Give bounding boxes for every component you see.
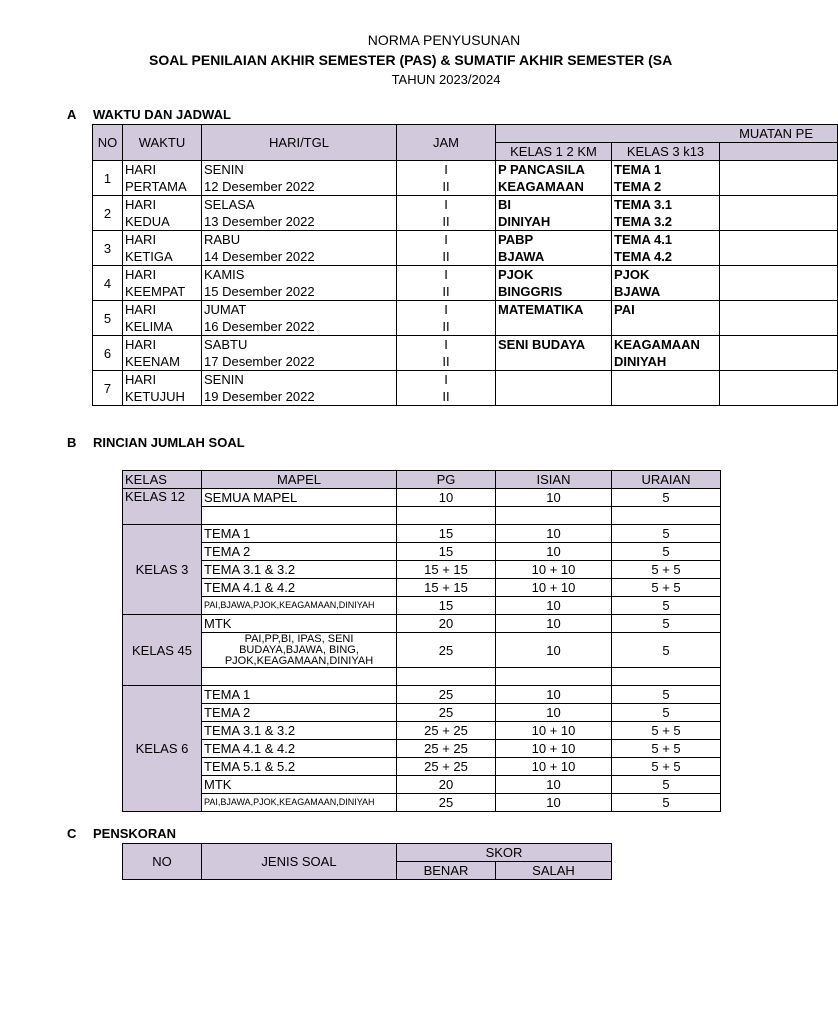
schedule-kelas3	[612, 388, 720, 406]
col-header-muatan: MUATAN PE	[496, 125, 838, 143]
soal-mapel: MTK	[202, 615, 397, 633]
col-header-waktu: WAKTU	[123, 125, 202, 161]
schedule-tgl: 13 Desember 2022	[202, 213, 397, 231]
soal-row	[123, 740, 721, 758]
schedule-row	[93, 318, 838, 336]
skor-header-benar: BENAR	[397, 862, 496, 880]
soal-pg: 15 + 15	[397, 561, 496, 579]
schedule-kelas12	[496, 388, 612, 406]
section-c-letter: C	[67, 826, 77, 841]
soal-uraian: 5	[612, 543, 721, 561]
skor-header-no: NO	[123, 844, 202, 880]
soal-mapel: TEMA 4.1 & 4.2	[202, 579, 397, 597]
schedule-kelas3: KEAGAMAAN	[612, 336, 720, 354]
schedule-kelas3: TEMA 4.2	[612, 248, 720, 266]
schedule-extra	[720, 388, 838, 406]
schedule-kelas12: DINIYAH	[496, 213, 612, 231]
soal-pg: 25 + 25	[397, 740, 496, 758]
soal-empty-cell	[612, 507, 721, 525]
schedule-no: 1	[93, 161, 123, 196]
skor-table	[122, 843, 612, 880]
schedule-kelas3: TEMA 4.1	[612, 231, 720, 249]
soal-isian: 10	[496, 489, 612, 507]
schedule-kelas3: TEMA 1	[612, 161, 720, 179]
schedule-row	[93, 336, 838, 354]
schedule-jam: I	[397, 231, 496, 249]
schedule-jam: I	[397, 161, 496, 179]
soal-mapel: TEMA 5.1 & 5.2	[202, 758, 397, 776]
schedule-jam: I	[397, 336, 496, 354]
schedule-kelas12: P PANCASILA	[496, 161, 612, 179]
schedule-kelas12	[496, 353, 612, 371]
soal-uraian: 5 + 5	[612, 740, 721, 758]
schedule-kelas12: BJAWA	[496, 248, 612, 266]
schedule-row	[93, 213, 838, 231]
schedule-tgl: 17 Desember 2022	[202, 353, 397, 371]
soal-header-mapel: MAPEL	[202, 471, 397, 489]
schedule-row	[93, 283, 838, 301]
schedule-kelas3: TEMA 2	[612, 178, 720, 196]
section-b-title: RINCIAN JUMLAH SOAL	[93, 435, 245, 450]
skor-header-skor: SKOR	[397, 844, 612, 862]
soal-uraian: 5 + 5	[612, 561, 721, 579]
soal-row	[123, 579, 721, 597]
soal-row	[123, 794, 721, 812]
soal-row	[123, 776, 721, 794]
schedule-waktu: KELIMA	[123, 318, 202, 336]
soal-pg: 10	[397, 489, 496, 507]
schedule-row	[93, 266, 838, 284]
schedule-jam: II	[397, 353, 496, 371]
schedule-hari: KAMIS	[202, 266, 397, 284]
schedule-tgl: 14 Desember 2022	[202, 248, 397, 266]
schedule-waktu: HARI	[123, 231, 202, 249]
soal-header-kelas: KELAS	[123, 471, 202, 489]
soal-pg: 25	[397, 794, 496, 812]
soal-isian: 10	[496, 597, 612, 615]
schedule-tgl: 12 Desember 2022	[202, 178, 397, 196]
schedule-waktu: PERTAMA	[123, 178, 202, 196]
soal-uraian: 5	[612, 686, 721, 704]
schedule-hari: SENIN	[202, 161, 397, 179]
schedule-jam: I	[397, 196, 496, 214]
schedule-waktu: HARI	[123, 196, 202, 214]
schedule-kelas12: PJOK	[496, 266, 612, 284]
schedule-kelas3: TEMA 3.2	[612, 213, 720, 231]
schedule-kelas3	[612, 318, 720, 336]
soal-mapel: TEMA 3.1 & 3.2	[202, 561, 397, 579]
schedule-kelas12: BINGGRIS	[496, 283, 612, 301]
schedule-kelas12	[496, 318, 612, 336]
schedule-no: 3	[93, 231, 123, 266]
soal-row	[123, 543, 721, 561]
soal-pg: 25	[397, 704, 496, 722]
col-header-kelas3: KELAS 3 k13	[612, 143, 720, 161]
soal-mapel: MTK	[202, 776, 397, 794]
skor-table-wrap	[122, 843, 612, 881]
schedule-row	[93, 231, 838, 249]
soal-mapel: TEMA 1	[202, 525, 397, 543]
soal-pg: 25	[397, 633, 496, 668]
soal-row	[123, 633, 721, 668]
schedule-tgl: 15 Desember 2022	[202, 283, 397, 301]
schedule-kelas12: MATEMATIKA	[496, 301, 612, 319]
schedule-row	[93, 178, 838, 196]
soal-mapel: TEMA 4.1 & 4.2	[202, 740, 397, 758]
schedule-row	[93, 248, 838, 266]
soal-isian: 10 + 10	[496, 579, 612, 597]
schedule-table-wrap	[92, 124, 813, 417]
schedule-waktu: KEENAM	[123, 353, 202, 371]
soal-empty-cell	[496, 507, 612, 525]
soal-isian: 10	[496, 633, 612, 668]
soal-mapel: SEMUA MAPEL	[202, 489, 397, 507]
soal-uraian: 5	[612, 794, 721, 812]
soal-row	[123, 597, 721, 615]
soal-mapel: TEMA 2	[202, 543, 397, 561]
soal-header-isian: ISIAN	[496, 471, 612, 489]
soal-row	[123, 507, 721, 525]
schedule-extra	[720, 196, 838, 214]
schedule-kelas3	[612, 371, 720, 389]
schedule-tgl: 16 Desember 2022	[202, 318, 397, 336]
schedule-waktu: KETIGA	[123, 248, 202, 266]
soal-pg: 25 + 25	[397, 722, 496, 740]
schedule-row	[93, 196, 838, 214]
soal-header-pg: PG	[397, 471, 496, 489]
soal-isian: 10	[496, 686, 612, 704]
soal-pg: 25 + 25	[397, 758, 496, 776]
doc-title-line1: NORMA PENYUSUNAN	[367, 32, 521, 48]
schedule-jam: II	[397, 213, 496, 231]
schedule-row	[93, 388, 838, 406]
soal-empty-cell	[202, 668, 397, 686]
soal-empty-cell	[612, 668, 721, 686]
schedule-row	[93, 161, 838, 179]
schedule-jam: I	[397, 301, 496, 319]
soal-empty-cell	[397, 668, 496, 686]
soal-isian: 10	[496, 704, 612, 722]
schedule-kelas12: KEAGAMAAN	[496, 178, 612, 196]
schedule-kelas3: PAI	[612, 301, 720, 319]
soal-isian: 10 + 10	[496, 722, 612, 740]
soal-isian: 10	[496, 794, 612, 812]
soal-isian: 10 + 10	[496, 561, 612, 579]
schedule-no: 7	[93, 371, 123, 406]
soal-uraian: 5 + 5	[612, 579, 721, 597]
section-a-title: WAKTU DAN JADWAL	[93, 107, 231, 122]
soal-row	[123, 722, 721, 740]
schedule-extra	[720, 178, 838, 196]
soal-uraian: 5	[612, 615, 721, 633]
schedule-extra	[720, 371, 838, 389]
schedule-extra	[720, 248, 838, 266]
schedule-kelas12: SENI BUDAYA	[496, 336, 612, 354]
schedule-jam: I	[397, 266, 496, 284]
soal-uraian: 5 + 5	[612, 722, 721, 740]
schedule-jam: II	[397, 388, 496, 406]
soal-isian: 10	[496, 543, 612, 561]
section-c-title: PENSKORAN	[93, 826, 177, 841]
schedule-kelas3: PJOK	[612, 266, 720, 284]
soal-uraian: 5	[612, 633, 721, 668]
col-header-extra	[720, 143, 838, 161]
soal-isian: 10 + 10	[496, 740, 612, 758]
schedule-kelas12: PABP	[496, 231, 612, 249]
soal-uraian: 5	[612, 489, 721, 507]
soal-row	[123, 758, 721, 776]
schedule-kelas3: TEMA 3.1	[612, 196, 720, 214]
schedule-jam: II	[397, 248, 496, 266]
soal-kelas: KELAS 45	[123, 615, 202, 686]
soal-kelas: KELAS 6	[123, 686, 202, 812]
section-a-letter: A	[67, 107, 77, 122]
soal-mapel: TEMA 1	[202, 686, 397, 704]
schedule-jam: II	[397, 318, 496, 336]
schedule-waktu: HARI	[123, 161, 202, 179]
schedule-extra	[720, 301, 838, 319]
soal-pg: 15	[397, 525, 496, 543]
soal-row	[123, 561, 721, 579]
soal-pg: 15 + 15	[397, 579, 496, 597]
soal-uraian: 5	[612, 776, 721, 794]
soal-pg: 15	[397, 543, 496, 561]
schedule-waktu: HARI	[123, 371, 202, 389]
schedule-waktu: HARI	[123, 266, 202, 284]
schedule-waktu: HARI	[123, 301, 202, 319]
schedule-jam: II	[397, 283, 496, 301]
soal-kelas: KELAS 3	[123, 525, 202, 615]
soal-mapel: PAI,BJAWA,PJOK,KEAGAMAAN,DINIYAH	[202, 794, 397, 812]
soal-isian: 10	[496, 615, 612, 633]
schedule-hari: JUMAT	[202, 301, 397, 319]
schedule-jam: I	[397, 371, 496, 389]
schedule-extra	[720, 213, 838, 231]
col-header-no: NO	[93, 125, 123, 161]
schedule-jam: II	[397, 178, 496, 196]
col-header-kelas12: KELAS 1 2 KM	[496, 143, 612, 161]
col-header-hari-tgl: HARI/TGL	[202, 125, 397, 161]
schedule-no: 2	[93, 196, 123, 231]
soal-row	[123, 615, 721, 633]
soal-mapel: PAI,BJAWA,PJOK,KEAGAMAAN,DINIYAH	[202, 597, 397, 615]
skor-header-salah: SALAH	[496, 862, 612, 880]
schedule-waktu: KETUJUH	[123, 388, 202, 406]
soal-table-wrap	[122, 470, 722, 810]
schedule-extra	[720, 231, 838, 249]
schedule-hari: RABU	[202, 231, 397, 249]
soal-isian: 10	[496, 776, 612, 794]
soal-table	[122, 470, 721, 812]
schedule-extra	[720, 161, 838, 179]
schedule-waktu: KEDUA	[123, 213, 202, 231]
schedule-kelas12: BI	[496, 196, 612, 214]
soal-pg: 25	[397, 686, 496, 704]
soal-isian: 10	[496, 525, 612, 543]
soal-row	[123, 704, 721, 722]
soal-uraian: 5	[612, 597, 721, 615]
soal-row	[123, 525, 721, 543]
doc-title-line2: SOAL PENILAIAN AKHIR SEMESTER (PAS) & SUMATIF AKHIR SEMESTER (SA	[149, 52, 673, 68]
schedule-kelas3: BJAWA	[612, 283, 720, 301]
col-header-jam: JAM	[397, 125, 496, 161]
soal-uraian: 5	[612, 704, 721, 722]
schedule-extra	[720, 336, 838, 354]
schedule-kelas12	[496, 371, 612, 389]
soal-kelas: KELAS 12	[123, 489, 202, 525]
soal-isian: 10 + 10	[496, 758, 612, 776]
soal-pg: 15	[397, 597, 496, 615]
soal-mapel: TEMA 2	[202, 704, 397, 722]
skor-header-jenis: JENIS SOAL	[202, 844, 397, 880]
soal-header-uraian: URAIAN	[612, 471, 721, 489]
schedule-no: 5	[93, 301, 123, 336]
schedule-extra	[720, 266, 838, 284]
schedule-row	[93, 301, 838, 319]
soal-pg: 20	[397, 615, 496, 633]
soal-row	[123, 489, 721, 507]
soal-mapel: TEMA 3.1 & 3.2	[202, 722, 397, 740]
soal-mapel: PAI,PP,BI, IPAS, SENI BUDAYA,BJAWA, BING, PJOK,KEAGAMAAN,DINIYAH	[202, 633, 397, 668]
section-b-letter: B	[67, 435, 77, 450]
soal-row	[123, 668, 721, 686]
doc-title-year: TAHUN 2023/2024	[391, 72, 501, 87]
soal-empty-cell	[397, 507, 496, 525]
schedule-row	[93, 371, 838, 389]
schedule-extra	[720, 318, 838, 336]
schedule-row	[93, 353, 838, 371]
soal-empty-cell	[496, 668, 612, 686]
schedule-waktu: KEEMPAT	[123, 283, 202, 301]
soal-empty-cell	[202, 507, 397, 525]
schedule-kelas3: DINIYAH	[612, 353, 720, 371]
schedule-table	[92, 124, 838, 406]
schedule-no: 6	[93, 336, 123, 371]
schedule-hari: SENIN	[202, 371, 397, 389]
soal-row	[123, 686, 721, 704]
schedule-hari: SELASA	[202, 196, 397, 214]
schedule-tgl: 19 Desember 2022	[202, 388, 397, 406]
schedule-waktu: HARI	[123, 336, 202, 354]
soal-pg: 20	[397, 776, 496, 794]
soal-uraian: 5 + 5	[612, 758, 721, 776]
schedule-no: 4	[93, 266, 123, 301]
schedule-extra	[720, 353, 838, 371]
schedule-hari: SABTU	[202, 336, 397, 354]
schedule-extra	[720, 283, 838, 301]
soal-uraian: 5	[612, 525, 721, 543]
